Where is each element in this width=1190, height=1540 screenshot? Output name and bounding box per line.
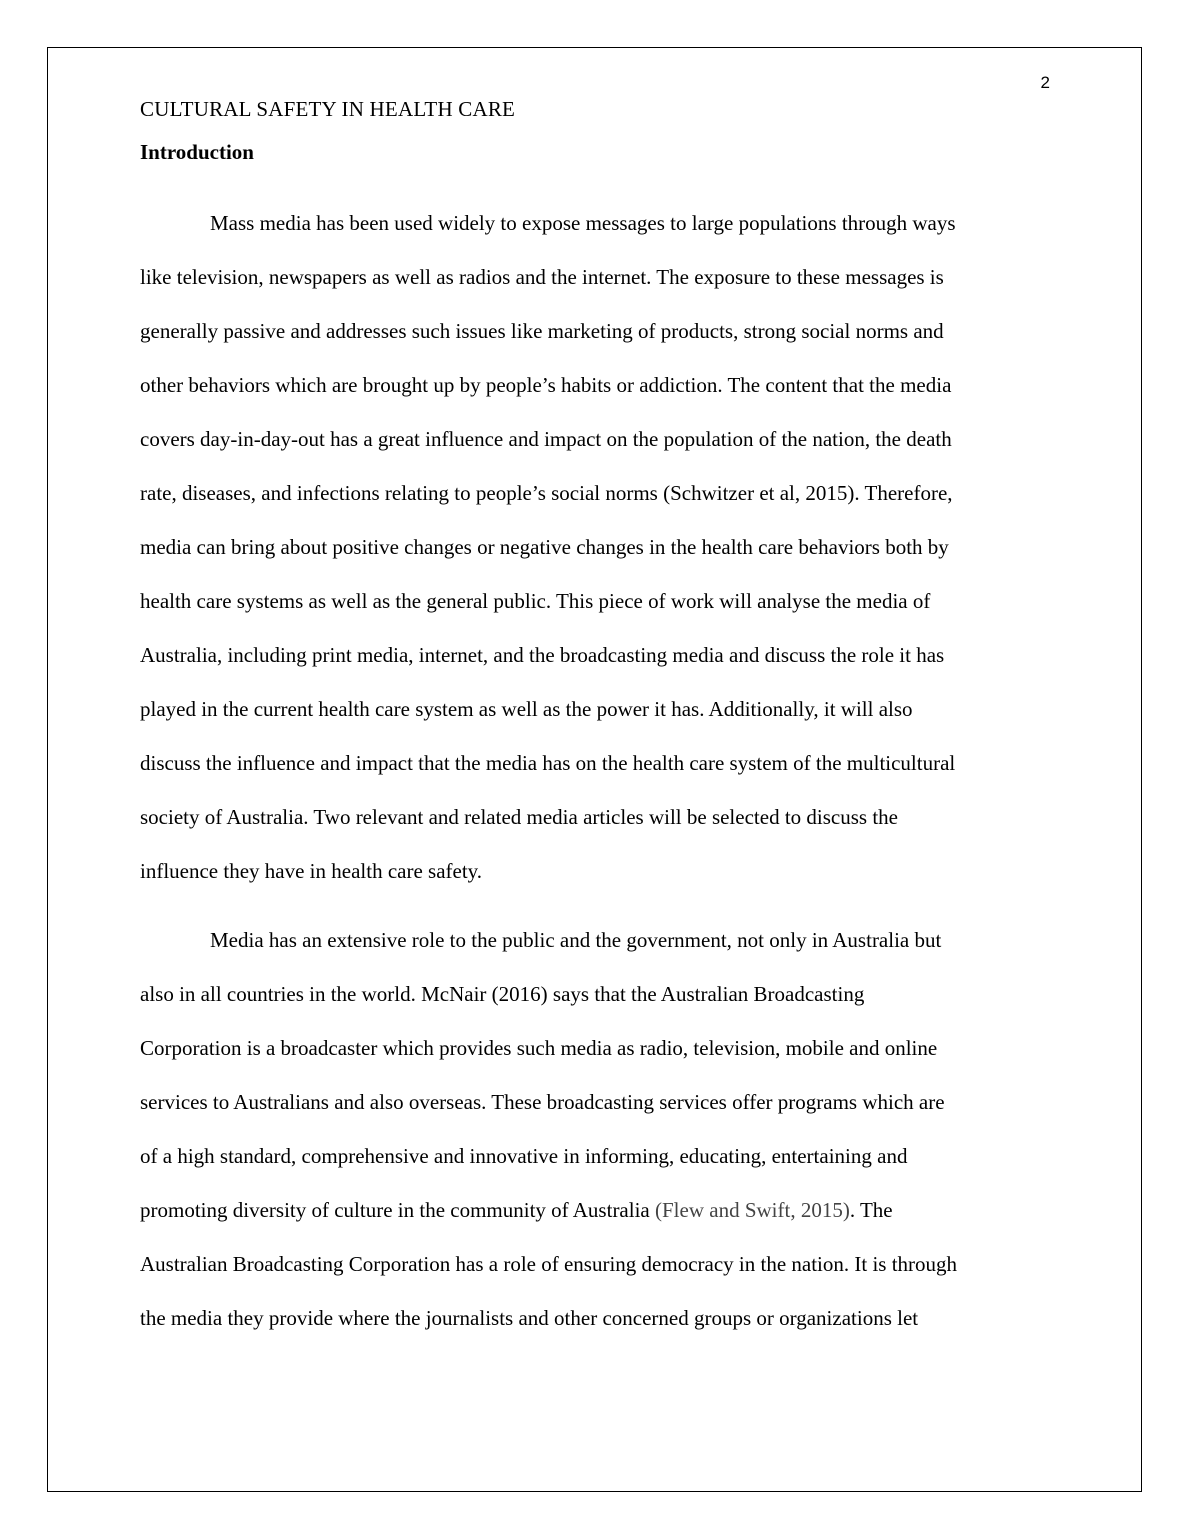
text-line: covers day-in-day-out has a great influence and impact on the population of the nation, the death bbox=[140, 427, 952, 451]
text-line: Media has an extensive role to the public and the government, not only in Australia but bbox=[210, 928, 942, 952]
text-line: rate, diseases, and infections relating to people’s social norms (Schwitzer et al, 2015). Therefore, bbox=[140, 481, 953, 505]
text-line: media can bring about positive changes or negative changes in the health care behaviors both by bbox=[140, 535, 949, 559]
page-number: 2 bbox=[1040, 73, 1050, 92]
running-head: CULTURAL SAFETY IN HEALTH CARE bbox=[140, 97, 516, 121]
text-line: health care systems as well as the general public. This piece of work will analyse the media of bbox=[140, 589, 931, 613]
citation: (Flew and Swift, 2015) bbox=[655, 1198, 850, 1222]
text-line bbox=[140, 1183, 1052, 1237]
text-line: influence they have in health care safety. bbox=[140, 859, 483, 883]
text-segment: . The bbox=[849, 1198, 893, 1222]
section-heading: Introduction bbox=[140, 140, 254, 164]
text-line: other behaviors which are brought up by people’s habits or addiction. The content that the media bbox=[140, 373, 952, 397]
text-line: generally passive and addresses such issues like marketing of products, strong social norms and bbox=[140, 319, 944, 343]
text-line: Australia, including print media, internet, and the broadcasting media and discuss the role it has bbox=[140, 643, 945, 667]
text-line: like television, newspapers as well as radios and the internet. The exposure to these messages is bbox=[140, 265, 944, 289]
text-line: of a high standard, comprehensive and innovative in informing, educating, entertaining and bbox=[140, 1144, 908, 1168]
text-line: also in all countries in the world. McNair (2016) says that the Australian Broadcasting bbox=[140, 982, 865, 1006]
text-line: discuss the influence and impact that the media has on the health care system of the multicultural bbox=[140, 751, 956, 775]
text-line: Mass media has been used widely to expose messages to large populations through ways bbox=[210, 211, 956, 235]
paragraph-2 bbox=[140, 913, 1052, 1345]
body-text bbox=[140, 196, 1052, 1360]
text-line: played in the current health care system as well as the power it has. Additionally, it will also bbox=[140, 697, 913, 721]
text-line: the media they provide where the journalists and other concerned groups or organizations let bbox=[140, 1306, 919, 1330]
text-segment: promoting diversity of culture in the community of Australia bbox=[140, 1198, 655, 1222]
text-line: Australian Broadcasting Corporation has a role of ensuring democracy in the nation. It is through bbox=[140, 1252, 958, 1276]
paragraph-1 bbox=[140, 196, 1052, 898]
text-line: services to Australians and also overseas. These broadcasting services offer programs which are bbox=[140, 1090, 945, 1114]
text-line: Corporation is a broadcaster which provides such media as radio, television, mobile and online bbox=[140, 1036, 938, 1060]
text-line: society of Australia. Two relevant and related media articles will be selected to discuss the bbox=[140, 805, 898, 829]
